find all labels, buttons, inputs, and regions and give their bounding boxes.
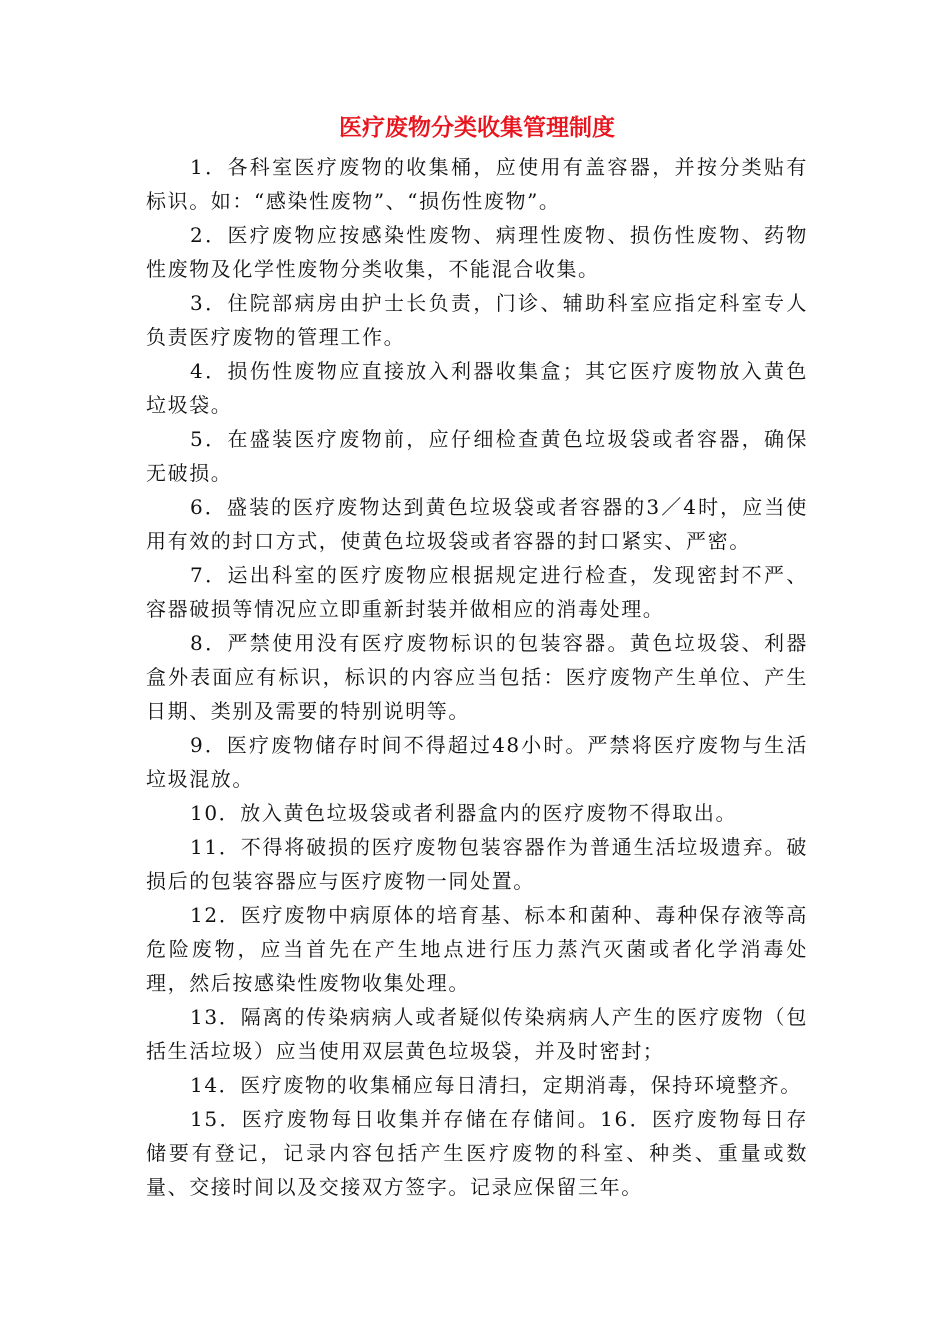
paragraph-13: 13．隔离的传染病病人或者疑似传染病病人产生的医疗废物（包括生活垃圾）应当使用双层黄色垃圾袋，并及时密封； [146, 1005, 808, 1063]
paragraph-11: 11．不得将破损的医疗废物包装容器作为普通生活垃圾遗弃。破损后的包装容器应与医疗废物一同处置。 [146, 835, 808, 893]
paragraph-5: 5．在盛装医疗废物前，应仔细检查黄色垃圾袋或者容器，确保无破损。 [146, 427, 808, 485]
paragraph-14: 14．医疗废物的收集桶应每日清扫，定期消毒，保持环境整齐。 [190, 1073, 802, 1097]
paragraph-6: 6．盛装的医疗废物达到黄色垃圾袋或者容器的3／4时，应当使用有效的封口方式，使黄色垃圾袋或者容器的封口紧实、严密。 [146, 495, 808, 553]
paragraph-9: 9．医疗废物储存时间不得超过48小时。严禁将医疗废物与生活垃圾混放。 [146, 733, 808, 791]
paragraph-1: 1．各科室医疗废物的收集桶，应使用有盖容器，并按分类贴有标识。如：“感染性废物”、“损伤性废物”。 [146, 155, 808, 213]
paragraph-8: 8．严禁使用没有医疗废物标识的包装容器。黄色垃圾袋、利器盒外表面应有标识，标识的内容应当包括：医疗废物产生单位、产生日期、类别及需要的特别说明等。 [146, 631, 808, 723]
paragraph-12: 12．医疗废物中病原体的培育基、标本和菌种、毒种保存液等高危险废物，应当首先在产生地点进行压力蒸汽灭菌或者化学消毒处理，然后按感染性废物收集处理。 [146, 903, 808, 995]
paragraph-10: 10．放入黄色垃圾袋或者利器盒内的医疗废物不得取出。 [190, 801, 738, 825]
paragraph-7: 7．运出科室的医疗废物应根据规定进行检查，发现密封不严、容器破损等情况应立即重新封装并做相应的消毒处理。 [146, 563, 808, 621]
paragraph-15: 15．医疗废物每日收集并存储在存储间。16．医疗废物每日存储要有登记，记录内容包括产生医疗废物的科室、种类、重量或数量、交接时间以及交接双方签字。记录应保留三年。 [146, 1107, 808, 1199]
paragraph-2: 2．医疗废物应按感染性废物、病理性废物、损伤性废物、药物性废物及化学性废物分类收集，不能混合收集。 [146, 223, 808, 281]
page-title: 医疗废物分类收集管理制度 [339, 114, 615, 141]
document-page [146, 112, 808, 1204]
paragraph-4: 4．损伤性废物应直接放入利器收集盒；其它医疗废物放入黄色垃圾袋。 [146, 359, 808, 417]
paragraph-3: 3．住院部病房由护士长负责，门诊、辅助科室应指定科室专人负责医疗废物的管理工作。 [146, 291, 808, 349]
